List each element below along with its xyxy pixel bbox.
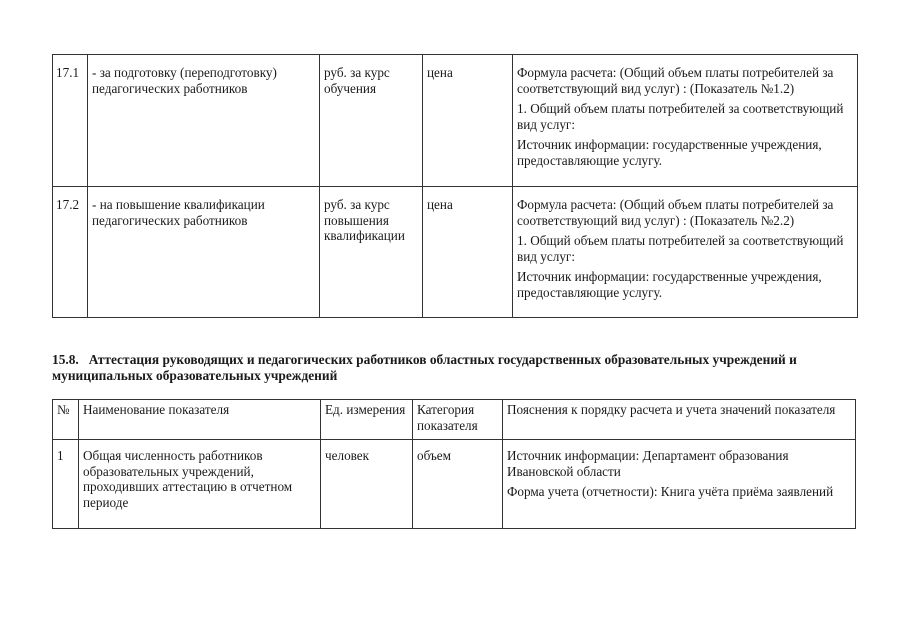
section-number: 15.8. [52, 352, 79, 367]
row-number: 17.1 [53, 55, 88, 187]
indicator-category: цена [423, 55, 513, 187]
header-explanation: Пояснения к порядку расчета и учета значений показателя [503, 400, 856, 440]
header-unit: Ед. измерения [321, 400, 413, 440]
explanation-source: Источник информации: государственные учреждения, предоставляющие услугу. [517, 137, 822, 168]
calculation-explanation [513, 55, 858, 187]
explanation-source: Источник информации: государственные учреждения, предоставляющие услугу. [517, 269, 822, 300]
calculation-explanation [513, 187, 858, 318]
indicator-name: - за подготовку (переподготовку) педагогических работников [88, 55, 320, 187]
indicators-table-continued [52, 54, 858, 318]
unit-of-measure: руб. за курс повышения квалификации [320, 187, 423, 318]
row-number: 1 [53, 440, 79, 529]
section-title-text: Аттестация руководящих и педагогических работников областных государственных образовательных учреждений и муниципальных образовательных учреждений [52, 352, 797, 383]
indicator-name: Общая численность работников образовательных учреждений, проходивших аттестацию в отчетном периоде [79, 440, 321, 529]
explanation-source: Источник информации: Департамент образования Ивановской области [507, 448, 789, 479]
table-header-row [53, 400, 856, 440]
section-heading [52, 352, 852, 384]
calculation-explanation [503, 440, 856, 529]
row-number: 17.2 [53, 187, 88, 318]
table-row [53, 55, 858, 187]
attestation-indicators-table [52, 399, 856, 529]
explanation-formula: Формула расчета: (Общий объем платы потребителей за соответствующий вид услуг) : (Показатель №2.2) [517, 197, 834, 228]
explanation-form: Форма учета (отчетности): Книга учёта приёма заявлений [507, 484, 834, 499]
table-row [53, 187, 858, 318]
indicator-category: цена [423, 187, 513, 318]
indicator-category: объем [413, 440, 503, 529]
explanation-item: 1. Общий объем платы потребителей за соответствующий вид услуг: [517, 233, 844, 264]
unit-of-measure: руб. за курс обучения [320, 55, 423, 187]
indicator-name: - на повышение квалификации педагогических работников [88, 187, 320, 318]
table-row [53, 440, 856, 529]
header-category: Категория показателя [413, 400, 503, 440]
explanation-item: 1. Общий объем платы потребителей за соответствующий вид услуг: [517, 101, 844, 132]
unit-of-measure: человек [321, 440, 413, 529]
header-number: № [53, 400, 79, 440]
explanation-formula: Формула расчета: (Общий объем платы потребителей за соответствующий вид услуг) : (Показатель №1.2) [517, 65, 834, 96]
header-indicator-name: Наименование показателя [79, 400, 321, 440]
